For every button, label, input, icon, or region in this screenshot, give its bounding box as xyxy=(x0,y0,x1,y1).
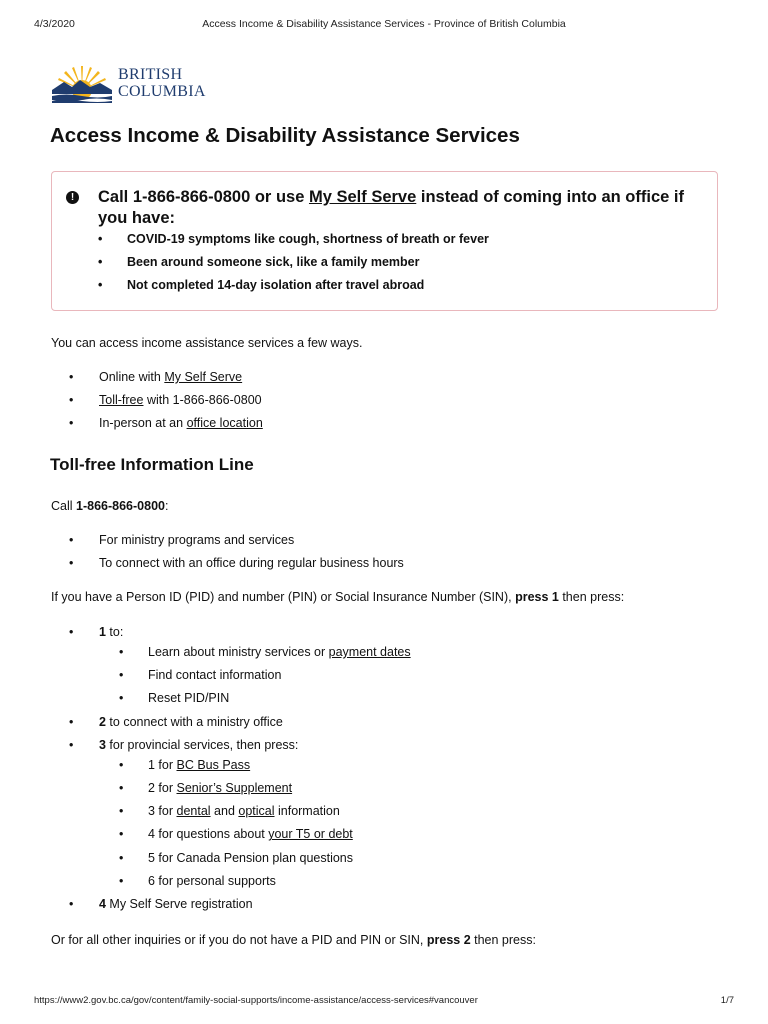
print-header xyxy=(34,18,734,32)
option-text: for provincial services, then press: xyxy=(105,737,299,752)
option-text: to connect with a ministry office xyxy=(105,714,283,729)
pid-instructions xyxy=(51,590,624,605)
office-location-link[interactable]: office location xyxy=(186,416,263,431)
list-item xyxy=(69,416,263,439)
option-number: 3 xyxy=(99,737,106,752)
list-item: • 5 for Canada Pension plan questions xyxy=(99,851,411,874)
sub-text: 2 for xyxy=(148,780,177,795)
alert-message xyxy=(98,187,708,229)
other-after: then press: xyxy=(470,933,536,947)
other-before: Or for all other inquiries or if you do not have a PID and PIN or SIN, xyxy=(51,933,427,947)
list-item xyxy=(99,804,411,827)
alert-my-self-serve-link[interactable]: My Self Serve xyxy=(308,188,417,206)
pid-before: If you have a Person ID (PID) and number (PIN) or Social Insurance Number (SIN), xyxy=(51,590,516,604)
list-item: • Reset PID/PIN xyxy=(99,691,411,714)
alert-exclamation-icon: ! xyxy=(66,191,79,204)
pid-press: press 1 xyxy=(515,590,559,604)
bc-bus-pass-link[interactable]: BC Bus Pass xyxy=(176,757,251,772)
option-number: 1 xyxy=(99,625,106,639)
other-inquiries-text xyxy=(51,933,536,948)
list-item xyxy=(69,393,263,416)
call-after: : xyxy=(164,499,169,513)
list-item xyxy=(69,370,263,393)
seniors-supplement-link[interactable]: Senior’s Supplement xyxy=(176,780,293,795)
bc-logo[interactable] xyxy=(50,60,210,106)
tollfree-bullets xyxy=(69,533,404,579)
list-item: • 6 for personal supports xyxy=(99,874,411,897)
page-title: Access Income & Disability Assistance Services xyxy=(50,124,520,147)
way-text: with 1-866-866-0800 xyxy=(143,393,262,408)
way-text: In-person at an xyxy=(99,416,187,431)
alert-item: • COVID-19 symptoms like cough, shortness of breath or fever xyxy=(98,232,489,255)
print-footer xyxy=(34,995,734,1009)
covid-alert-box xyxy=(51,171,718,311)
my-self-serve-link[interactable]: My Self Serve xyxy=(164,370,243,384)
optical-link[interactable]: optical xyxy=(238,804,275,819)
call-number: 1-866-866-0800 xyxy=(76,499,165,513)
toll-free-link[interactable]: Toll-free xyxy=(99,393,144,408)
option-number: 4 xyxy=(99,896,106,911)
sub-text: information xyxy=(274,804,340,819)
list-item: • Find contact information xyxy=(99,668,411,691)
pid-after: then press: xyxy=(558,590,625,604)
list-item: • To connect with an office during regular business hours xyxy=(69,556,404,579)
alert-text-after: instead of coming into an office if you have: xyxy=(98,188,684,227)
option-1-sublist xyxy=(99,645,411,715)
t5-or-debt-link[interactable]: your T5 or debt xyxy=(268,827,353,842)
logo-line2: COLUMBIA xyxy=(118,83,206,100)
option-text: My Self Serve registration xyxy=(105,896,253,911)
option-3 xyxy=(69,738,411,897)
sub-text: Learn about ministry services or xyxy=(148,645,329,659)
alert-item: • Not completed 14-day isolation after travel abroad xyxy=(98,278,489,301)
tollfree-heading: Toll-free Information Line xyxy=(50,455,254,474)
print-date: 4/3/2020 xyxy=(34,18,75,30)
sub-text: 1 for xyxy=(148,757,177,772)
other-press: press 2 xyxy=(426,933,471,947)
option-text: to: xyxy=(105,625,124,639)
call-text xyxy=(51,499,168,514)
option-1 xyxy=(69,625,411,715)
alert-item: • Been around someone sick, like a family member xyxy=(98,255,489,278)
list-item: • For ministry programs and services xyxy=(69,533,404,556)
alert-symptom-list xyxy=(98,232,489,301)
dental-link[interactable]: dental xyxy=(176,804,211,819)
phone-options-list xyxy=(69,625,411,920)
option-4 xyxy=(69,897,411,920)
logo-line1: BRITISH xyxy=(118,66,183,83)
sub-text: 3 for xyxy=(148,804,177,819)
option-2 xyxy=(69,715,411,738)
access-ways-list xyxy=(69,370,263,440)
sub-text: 4 for questions about xyxy=(148,827,269,842)
way-text: Online with xyxy=(99,370,165,384)
option-number: 2 xyxy=(99,714,106,729)
list-item xyxy=(99,781,411,804)
option-3-sublist xyxy=(99,758,411,897)
page-number: 1/7 xyxy=(720,995,734,1006)
payment-dates-link[interactable]: payment dates xyxy=(328,645,411,659)
intro-text: You can access income assistance services a few ways. xyxy=(51,336,363,350)
bc-sun-logo-icon xyxy=(50,60,114,104)
list-item xyxy=(99,758,411,781)
list-item xyxy=(99,645,411,668)
print-page-title: Access Income & Disability Assistance Services - Province of British Columbia xyxy=(202,18,566,30)
sub-text: and xyxy=(210,804,239,819)
alert-text-before: Call 1-866-866-0800 or use xyxy=(98,188,309,206)
list-item xyxy=(99,827,411,850)
call-before: Call xyxy=(51,499,77,513)
print-url: https://www2.gov.bc.ca/gov/content/family-social-supports/income-assistance/access-services#vancouver xyxy=(34,995,478,1006)
